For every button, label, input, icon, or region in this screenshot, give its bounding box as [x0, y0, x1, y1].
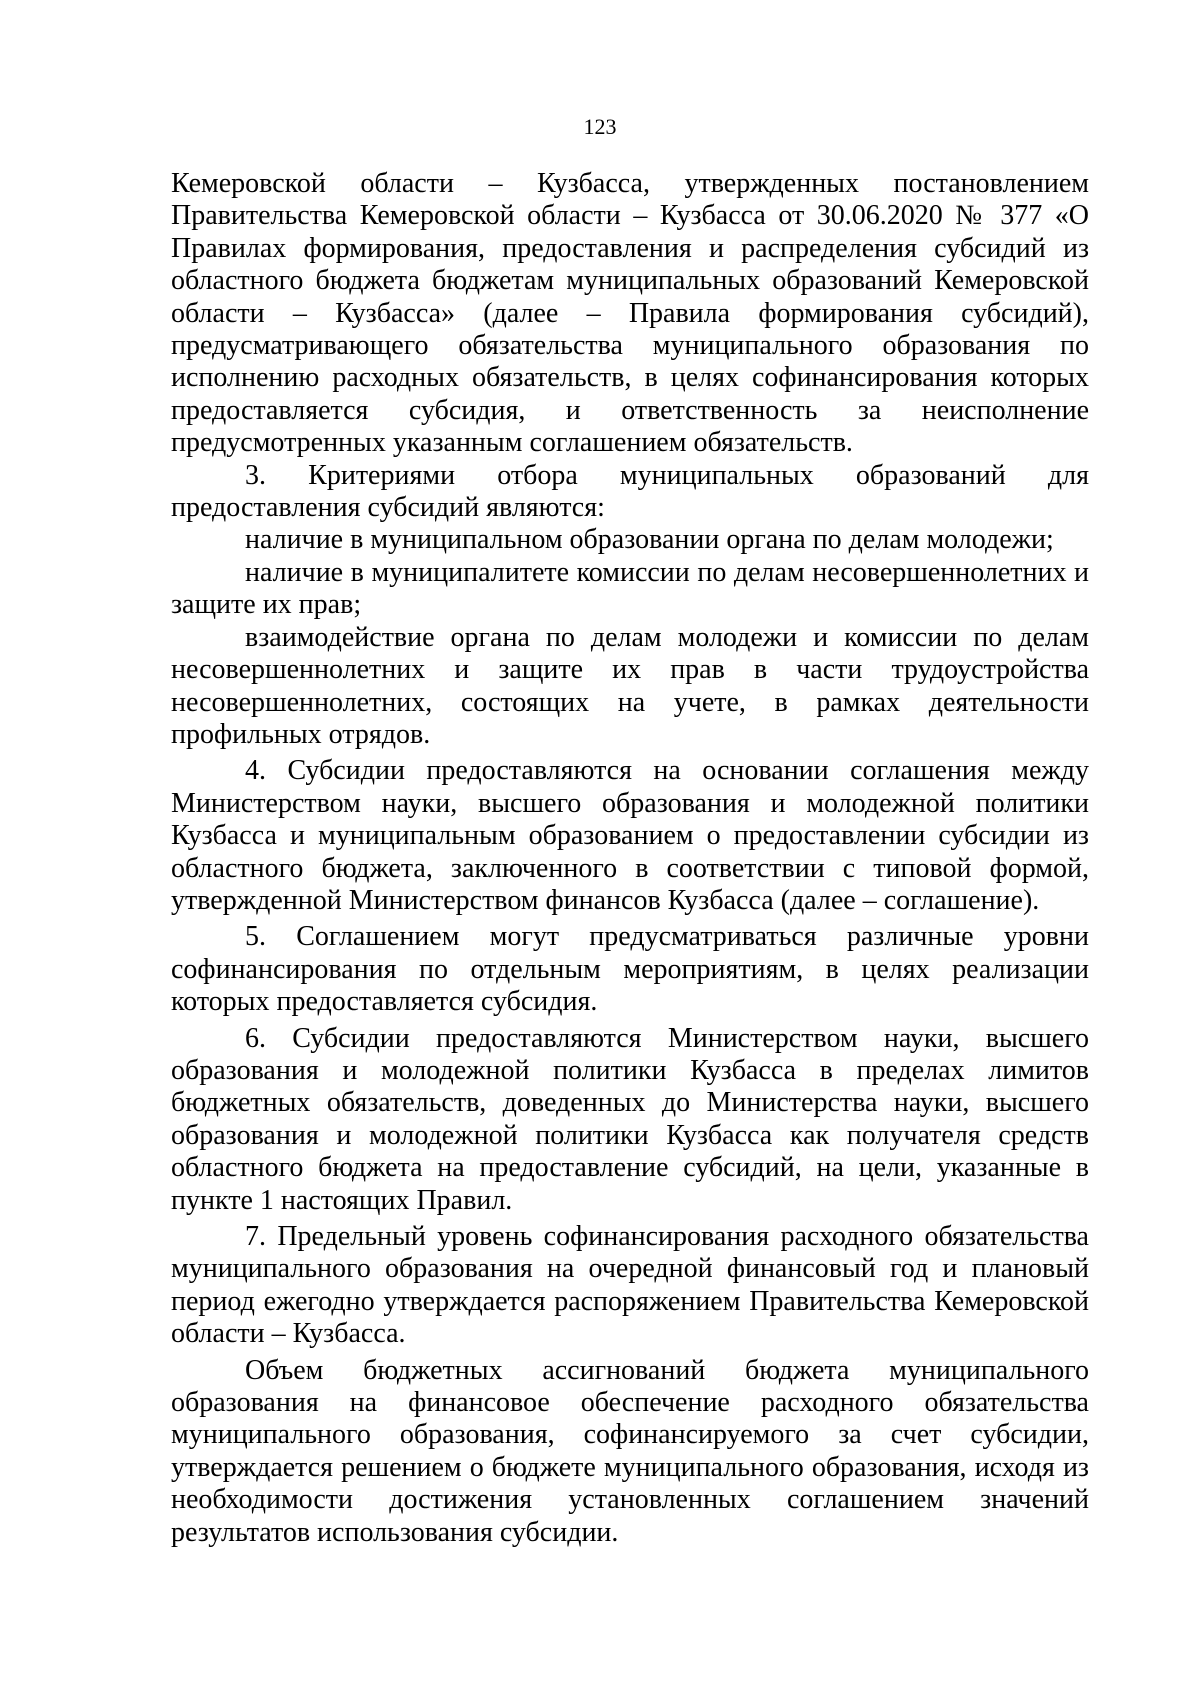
paragraph-7-max-level: 7. Предельный уровень софинансирования расходного обязательства муниципального образования на очередной финансовый год и плановый период ежегодно утверждается распоряжением Правительства Кемеровской области – Кузбасса.	[171, 1221, 1089, 1350]
paragraph-4-agreement: 4. Субсидии предоставляются на основании соглашения между Министерством науки, высшего образования и молодежной политики Кузбасса и муниципальным образованием о предоставлении субсидии из областного бюджета, заключенного в соответствии с типовой формой, утвержденной Министерством финансов Кузбасса (далее – соглашение).	[171, 755, 1089, 916]
paragraph-continuation: Кемеровской области – Кузбасса, утвержденных постановлением Правительства Кемеровской области – Кузбасса от 30.06.2020 № 377 «О Правилах формирования, предоставления и распределения субсидий из областного бюджета бюджетам муниципальных образований Кемеровской области – Кузбасса» (далее – Правила формирования субсидий), предусматривающего обязательства муниципального образования по исполнению расходных обязательств, в целях софинансирования которых предоставляется субсидия, и ответственность за неисполнение предусмотренных указанным соглашением обязательств.	[171, 168, 1089, 459]
criterion-youth-body: наличие в муниципальном образовании органа по делам молодежи;	[245, 524, 1054, 556]
paragraph-3-criteria: 3. Критериями отбора муниципальных образований для предоставления субсидий являются:	[171, 459, 1089, 524]
document-body	[171, 168, 1089, 1549]
paragraph-5-cofinancing-levels: 5. Соглашением могут предусматриваться различные уровни софинансирования по отдельным мероприятиям, в целях реализации которых предоставляется субсидия.	[171, 921, 1089, 1018]
paragraph-budget-volume: Объем бюджетных ассигнований бюджета муниципального образования на финансовое обеспечение расходного обязательства муниципального образования, софинансируемого за счет субсидии, утверждается решением о бюджете муниципального образования, исходя из необходимости достижения установленных соглашением значений результатов использования субсидии.	[171, 1354, 1089, 1548]
criterion-cooperation: взаимодействие органа по делам молодежи и комиссии по делам несовершеннолетних и защите их прав в части трудоустройства несовершеннолетних, состоящих на учете, в рамках деятельности профильных отрядов.	[171, 621, 1089, 750]
paragraph-6-provision: 6. Субсидии предоставляются Министерством науки, высшего образования и молодежной политики Кузбасса в пределах лимитов бюджетных обязательств, доведенных до Министерства науки, высшего образования и молодежной политики Кузбасса как получателя средств областного бюджета на предоставление субсидий, на цели, указанные в пункте 1 настоящих Правил.	[171, 1022, 1089, 1216]
criterion-minors-commission: наличие в муниципалитете комиссии по делам несовершеннолетних и защите их прав;	[171, 556, 1089, 621]
page-number: 123	[583, 114, 617, 139]
